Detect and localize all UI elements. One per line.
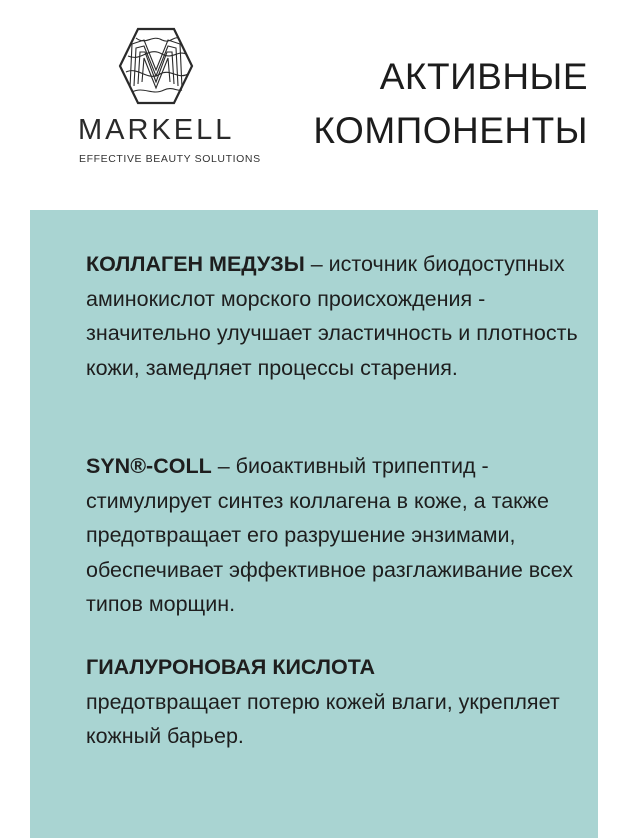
brand-tagline: EFFECTIVE BEAUTY SOLUTIONS [79,153,261,165]
component-name: SYN®-COLL [86,454,212,478]
component-description: предотвращает потерю кожей влаги, укрепляет кожный барьер. [86,689,560,748]
page-title-line-1: АКТИВНЫЕ [379,56,588,97]
component-description: – биоактивный трипептид - стимулирует синтез коллагена в коже, а также предотвращает его разрушение энзимами, обеспечивает эффективное разглаживание всех типов морщин. [86,454,573,616]
component-item-jellyfish-collagen [86,247,596,385]
component-description: – источник биодоступных аминокислот морского происхождения - значительно улучшает эластичность и плотность кожи, замедляет процессы старения. [86,252,578,380]
markell-logo-icon [118,26,194,106]
component-name: ГИАЛУРОНОВАЯ КИСЛОТА [86,655,376,679]
page-title-line-2: КОМПОНЕНТЫ [313,110,588,151]
component-item-hyaluronic-acid [86,650,596,754]
component-item-syn-coll [86,449,596,622]
component-name: КОЛЛАГЕН МЕДУЗЫ [86,252,305,276]
page-title [313,50,588,158]
components-panel [30,210,598,838]
brand-name: MARKELL [78,114,235,146]
